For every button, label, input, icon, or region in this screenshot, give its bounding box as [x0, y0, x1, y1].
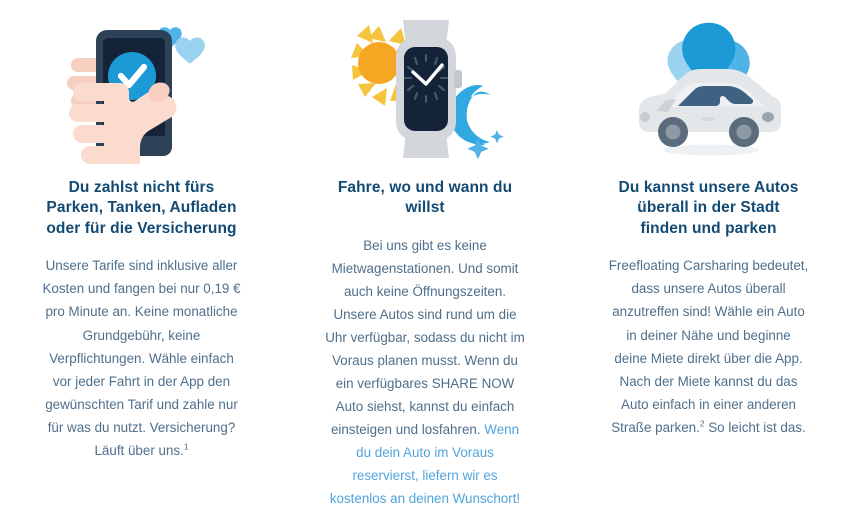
car-with-balloons-illustration [629, 14, 789, 164]
column-heading: Fahre, wo und wann du willst [337, 179, 513, 217]
column-body-link[interactable]: Wenn du dein Auto im Voraus reservierst, liefern wir es kostenlos an deinen Wunschort! [329, 422, 521, 507]
column-body-text [42, 254, 242, 461]
footnote-marker: 1 [183, 441, 189, 452]
footnote-marker: 2 [699, 418, 705, 429]
column-body-text [323, 234, 528, 511]
feature-column-find-and-park [567, 14, 850, 439]
column-body-text [609, 254, 809, 438]
feature-column-anytime-anywhere [284, 14, 567, 510]
feature-column-no-extra-costs [0, 14, 283, 462]
column-heading: Du kannst unsere Autos überall in der Stadt finden und parken [618, 179, 799, 237]
hand-holding-phone-with-checkmark-illustration [62, 14, 222, 164]
smartwatch-with-sun-and-moon-illustration [345, 14, 505, 164]
column-body-main: Bei uns gibt es keine Mietwagenstationen. Und somit auch keine Öffnungszeiten. Unsere Autos sind rund um die Uhr verfügbar, sodass du nicht im Voraus planen musst. Wenn du ein verfügbares SHARE NOW Auto siehst, kannst du einfach einsteigen und losfahren. [325, 237, 525, 438]
column-body-tail: So leicht ist das. [704, 419, 806, 435]
column-body-main: Unsere Tarife sind inklusive aller Kosten und fangen bei nur 0,19 € pro Minute an. Keine monatliche Grundgebühr, keine Verpflichtungen. Wähle einfach vor jeder Fahrt in der App den gewünschten Tarif und zahle nur für was du nutzt. Versicherung? Läuft über uns. [42, 258, 241, 458]
column-heading: Du zahlst nicht fürs Parken, Tanken, Aufladen oder für die Versicherung [46, 179, 237, 237]
column-body-main: Freefloating Carsharing bedeutet, dass unsere Autos überall anzutreffen sind! Wähle ein Auto in deiner Nähe und beginne deine Miete direkt über die App. Nach der Miete kannst du das Auto einfach in einer anderen Straße parken. [608, 258, 809, 435]
